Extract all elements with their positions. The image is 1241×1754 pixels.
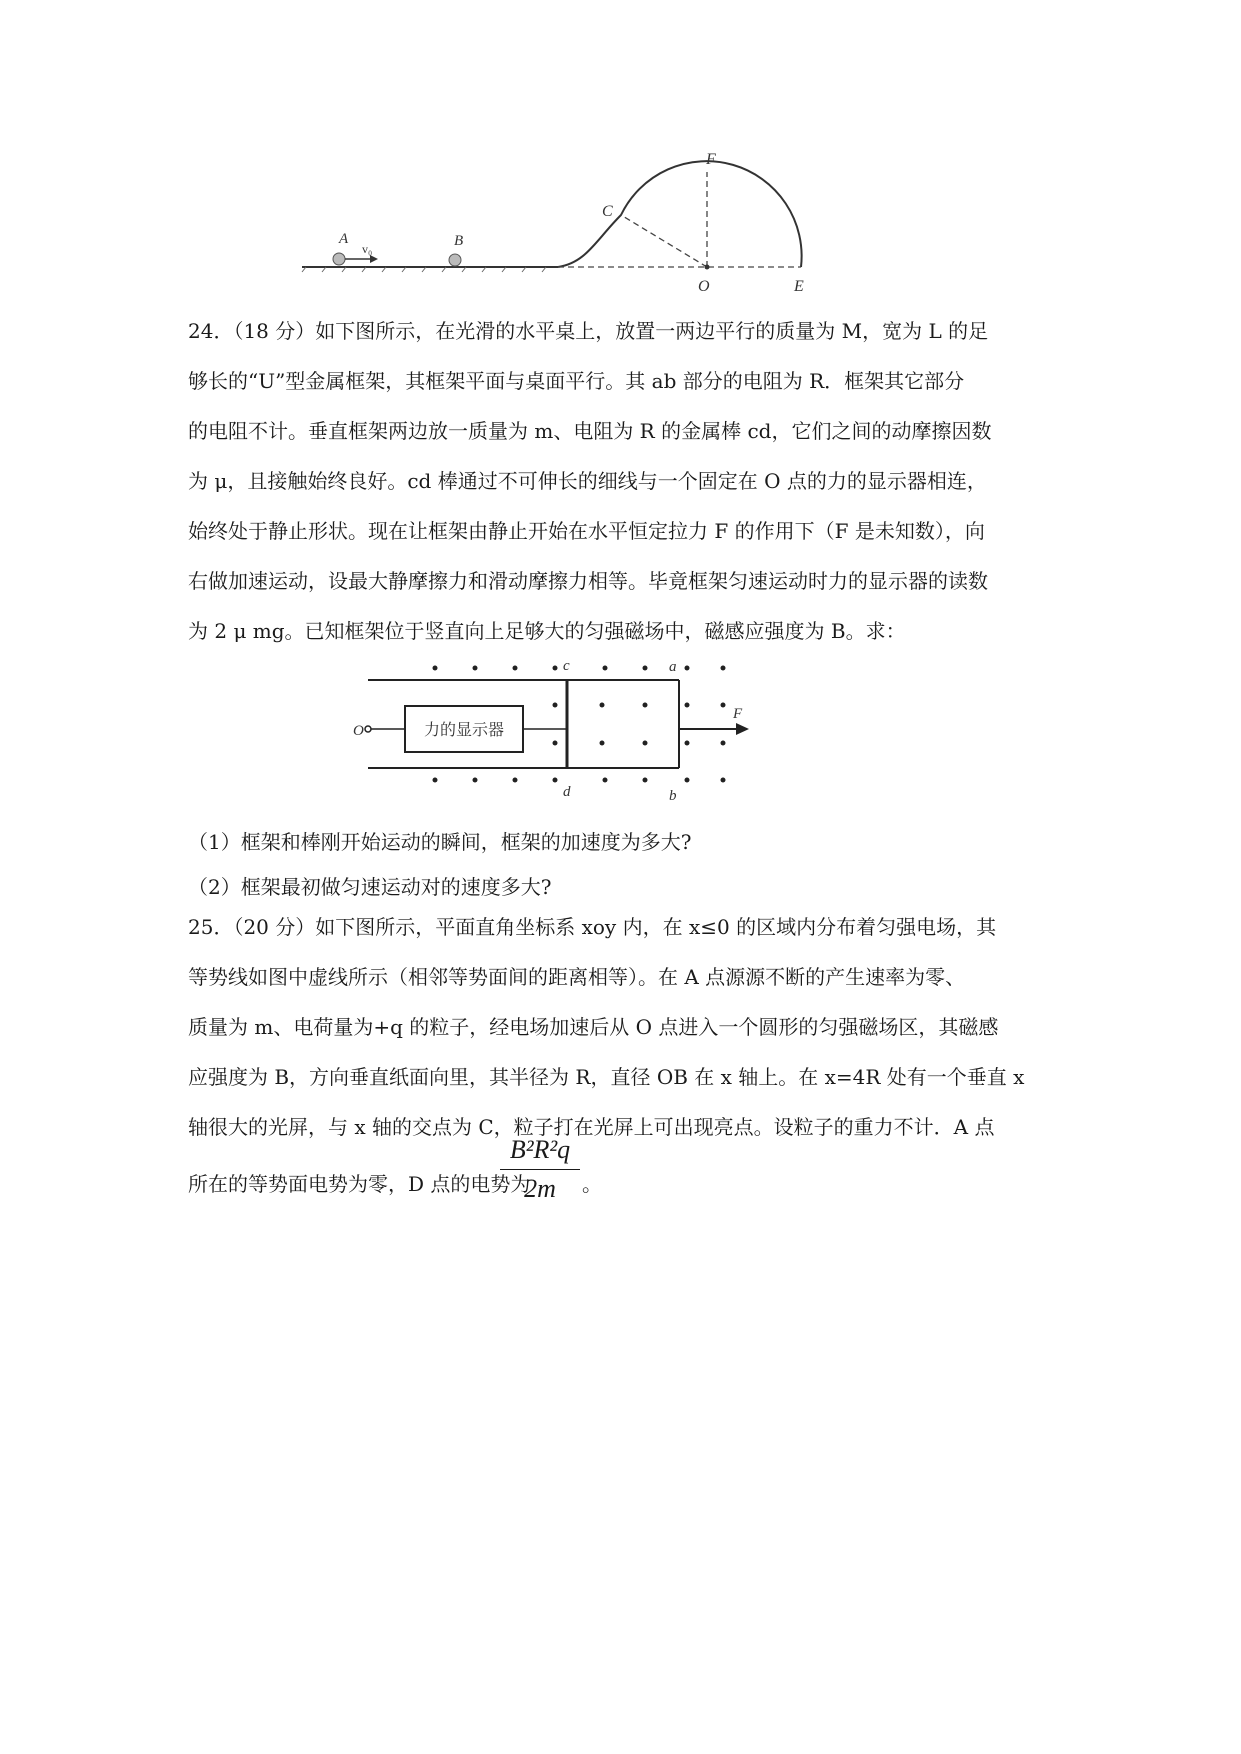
problem-25-line: 轴很大的光屏，与 x 轴的交点为 C，粒子打在光屏上可出现亮点。设粒子的重力不计．A 点 [188, 1115, 995, 1139]
formula-numerator: B²R²q [500, 1135, 580, 1170]
label-v0: v₀ [362, 242, 373, 256]
ball-a [333, 253, 345, 265]
potential-formula [500, 1135, 580, 1204]
center-point-o [705, 265, 710, 270]
ball-b [449, 254, 461, 266]
device-label: 力的显示器 [423, 722, 505, 739]
problem-24-line: 始终处于静止形状。现在让框架由静止开始在水平恒定拉力 F 的作用下（F 是未知数），向 [188, 519, 985, 543]
problem-24-text [188, 306, 1054, 656]
label-f: F [706, 151, 716, 168]
label-c: C [602, 203, 613, 220]
label-o: O [353, 723, 364, 739]
label-a: A [339, 231, 349, 247]
label-b: B [454, 233, 464, 249]
label-a: a [669, 659, 677, 675]
problem-25-line: 应强度为 B，方向垂直纸面向里，其半径为 R，直径 OB 在 x 轴上。在 x=4R 处有一个垂直 x [188, 1065, 1025, 1089]
problem-25-line: 质量为 m、电荷量为+q 的粒子，经电场加速后从 O 点进入一个圆形的匀强磁场区，其磁感 [188, 1015, 999, 1039]
track-figure [296, 145, 836, 305]
velocity-arrowhead [370, 255, 378, 263]
dashed-radius-oc [621, 215, 707, 267]
force-arrowhead [736, 723, 749, 735]
problem-24-line: 够长的“U”型金属框架，其框架平面与桌面平行。其 ab 部分的电阻为 R．框架其它部分 [188, 369, 965, 393]
problem-24-line: 的电阻不计。垂直框架两边放一质量为 m、电阻为 R 的金属棒 cd，它们之间的动摩擦因数 [188, 419, 992, 443]
label-c: c [563, 658, 570, 674]
label-d: d [563, 784, 571, 800]
problem-25-last-line-end: 。 [582, 1172, 602, 1196]
label-o: O [698, 278, 710, 295]
problem-24-line: 为 2 μ mg。已知框架位于竖直向上足够大的匀强磁场中，磁感应强度为 B。求： [188, 619, 906, 643]
problem-24-line: 右做加速运动，设最大静摩擦力和滑动摩擦力相等。毕竟框架匀速运动时力的显示器的读数 [188, 569, 988, 593]
anchor-o [365, 726, 371, 732]
label-f: F [733, 706, 743, 722]
label-e: E [794, 278, 804, 295]
problem-25-text [188, 902, 1054, 1152]
question-24-1: （1）框架和棒刚开始运动的瞬间，框架的加速度为多大? [188, 830, 692, 854]
question-24-2: （2）框架最初做匀速运动对的速度多大? [188, 875, 552, 899]
problem-24-line: 24．（18 分）如下图所示，在光滑的水平桌上，放置一两边平行的质量为 M，宽为 L 的足 [188, 319, 989, 343]
problem-25-last-line: 所在的等势面电势为零，D 点的电势为 [188, 1172, 531, 1196]
problem-24-line: 为 μ，且接触始终良好。cd 棒通过不可伸长的细线与一个固定在 O 点的力的显示器相连， [188, 469, 987, 493]
formula-denominator: 2m [524, 1174, 556, 1203]
label-b: b [669, 788, 677, 804]
problem-25-line: 等势线如图中虚线所示（相邻等势面间的距离相等）。在 A 点源源不断的产生速率为零、 [188, 965, 966, 989]
problem-25-line: 25．（20 分）如下图所示，平面直角坐标系 xoy 内，在 x≤0 的区域内分布着匀强电场，其 [188, 915, 997, 939]
u-frame-figure [353, 650, 773, 810]
